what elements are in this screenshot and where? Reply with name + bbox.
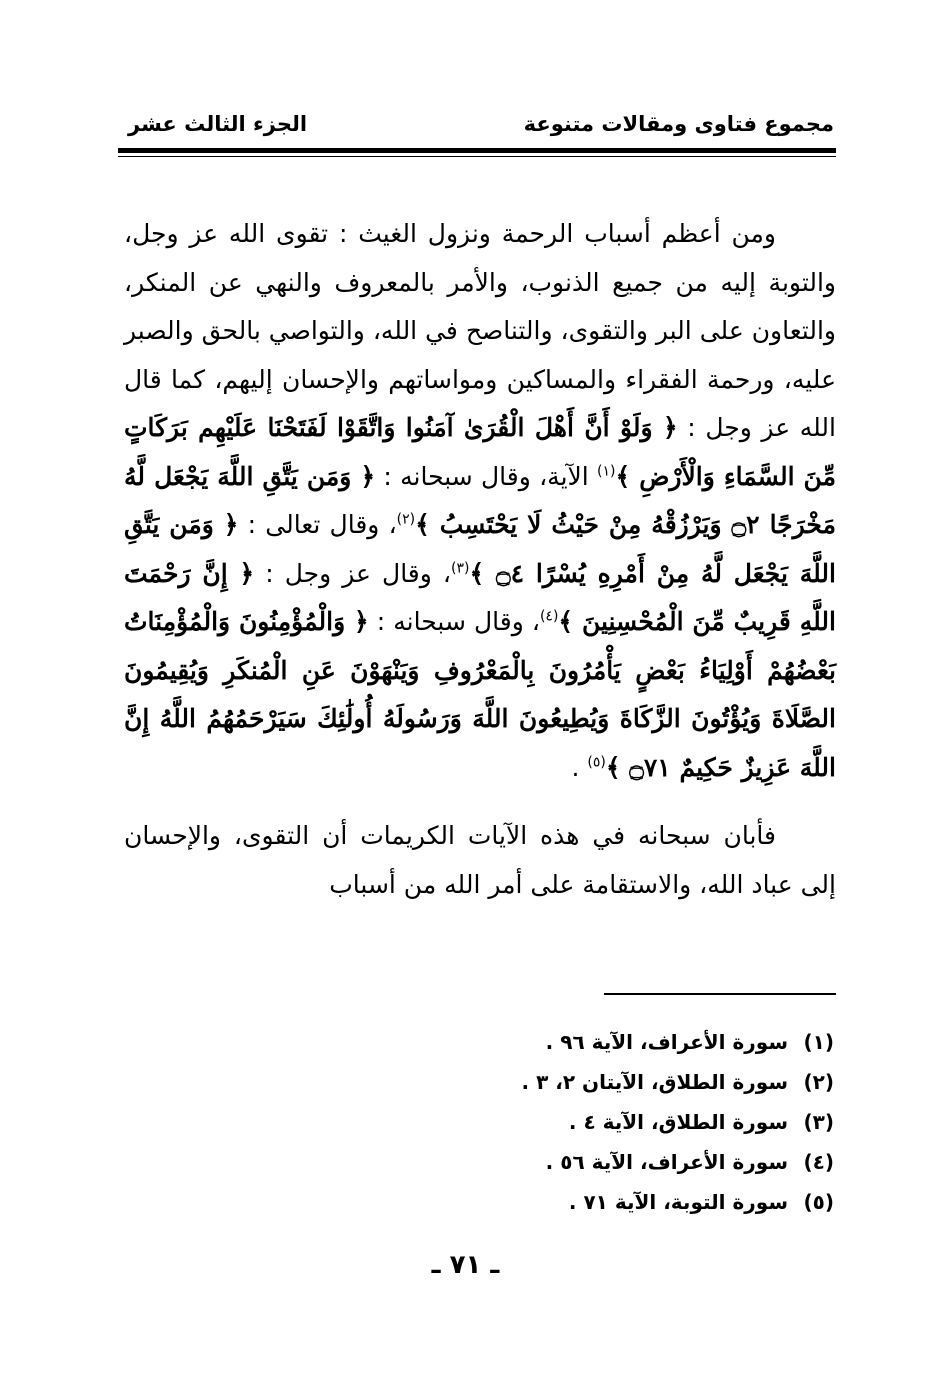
ornate-bracket-close: ﴾ bbox=[469, 558, 485, 588]
footnote-marker-2: (٢) bbox=[396, 511, 416, 528]
footnote-marker-1: (١) bbox=[597, 463, 616, 480]
footnote-item bbox=[300, 1190, 834, 1230]
header-rule-thin bbox=[118, 156, 836, 157]
ornate-bracket-close: ﴾ bbox=[615, 461, 631, 491]
footnote-item bbox=[300, 1030, 834, 1070]
intro-text: ومن أعظم أسباب الرحمة ونزول الغيث : تقوى الله عز وجل، والتوبة إليه من جميع الذنوب، والأمر بالمعروف والنهي عن المنكر، والتعاون على البر والتقوى، والتناصح في الله، والتواصي بالحق والصبر عليه، ورحمة الفقراء والمساكين ومواساتهم والإحسان إليهم، كما قال الله عز وجل : bbox=[124, 219, 836, 442]
footnote-text: سورة الطلاق، الآيتان ٢، ٣ . bbox=[521, 1070, 788, 1094]
footnote-marker-4: (٤) bbox=[539, 608, 559, 625]
connector-text: ، وقال سبحانه : bbox=[376, 607, 540, 636]
footnote-item bbox=[300, 1110, 834, 1150]
footnote-number: (٥) bbox=[803, 1190, 834, 1214]
ornate-bracket-close: ﴾ bbox=[558, 607, 574, 636]
footnote-separator bbox=[604, 993, 836, 995]
footnote-number: (٢) bbox=[803, 1070, 834, 1094]
verse-text: وَلَوْ أَنَّ أَهْلَ الْقُرَىٰ آمَنُوا وَاتَّقَوْا لَفَتَحْنَا عَلَيْهِم بَرَكَاتٍ مِّنَ السَّمَاءِ وَالْأَرْضِ bbox=[124, 413, 836, 491]
footnote-number: (١) bbox=[803, 1030, 834, 1054]
running-header bbox=[128, 112, 834, 146]
ornate-bracket-close: ﴾ bbox=[415, 510, 430, 539]
footnote-number: (٤) bbox=[803, 1150, 834, 1174]
footnote-item bbox=[300, 1070, 834, 1110]
ayah-number: ۝٤ bbox=[495, 558, 525, 588]
connector-text: ، وقال تعالى : bbox=[247, 510, 397, 539]
verse-text: وَمَن يَتَّقِ اللَّهَ يَجْعَل لَّهُ مِنْ أَمْرِهِ يُسْرًا bbox=[124, 510, 836, 588]
footnote-text: سورة الطلاق، الآية ٤ . bbox=[568, 1110, 788, 1134]
footnote-marker-5: (٥) bbox=[587, 754, 606, 771]
book-title: مجموع فتاوى ومقالات متنوعة bbox=[523, 112, 834, 136]
footnote-item bbox=[300, 1150, 834, 1190]
paragraph-2 bbox=[124, 812, 836, 909]
verse-text: إِنَّ رَحْمَتَ اللَّهِ قَرِيبٌ مِّنَ الْمُحْسِنِينَ bbox=[124, 558, 836, 636]
footnote-number: (٣) bbox=[803, 1110, 834, 1134]
verse-text: وَالْمُؤْمِنُونَ وَالْمُؤْمِنَاتُ بَعْضُهُمْ أَوْلِيَاءُ بَعْضٍ يَأْمُرُونَ بِالْمَعْرُوفِ وَيَنْهَوْنَ عَنِ الْمُنكَرِ وَيُقِيمُونَ الصَّلَاةَ وَيُؤْتُونَ الزَّكَاةَ وَيُطِيعُونَ اللَّهَ وَرَسُولَهُ أُولَٰئِكَ سَيَرْحَمُهُمُ اللَّهُ إِنَّ اللَّهَ عَزِيزٌ حَكِيمٌ bbox=[124, 607, 836, 782]
ayah-number: ۝٢ bbox=[731, 510, 760, 539]
main-text bbox=[124, 210, 836, 909]
connector-text: الآية، وقال سبحانه : bbox=[383, 461, 589, 491]
ornate-bracket-open: ﴿ bbox=[360, 461, 376, 491]
ornate-bracket-open: ﴿ bbox=[354, 607, 369, 636]
ornate-bracket-open: ﴿ bbox=[223, 510, 239, 539]
connector-text: ، وقال عز وجل : bbox=[265, 558, 451, 588]
verse-text: وَمَن يَتَّقِ اللَّهَ يَجْعَل لَّهُ مَخْرَجًا bbox=[124, 461, 836, 539]
paragraph-1 bbox=[124, 210, 836, 792]
ornate-bracket-open: ﴿ bbox=[239, 558, 255, 588]
footnote-text: سورة الأعراف، الآية ٥٦ . bbox=[545, 1150, 788, 1174]
footnote-text: سورة التوبة، الآية ٧١ . bbox=[568, 1190, 788, 1214]
header-rule bbox=[118, 148, 836, 153]
ornate-bracket-open: ﴿ bbox=[663, 413, 678, 442]
footnotes-list bbox=[300, 1030, 834, 1230]
ayah-number: ۝٧١ bbox=[629, 752, 671, 782]
footnote-marker-3: (٣) bbox=[450, 560, 470, 577]
verse-text: وَيَرْزُقْهُ مِنْ حَيْثُ لَا يَحْتَسِبُ bbox=[439, 510, 722, 539]
end-period: . bbox=[571, 752, 580, 782]
ornate-bracket-close: ﴾ bbox=[605, 752, 621, 782]
footnote-text: سورة الأعراف، الآية ٩٦ . bbox=[545, 1030, 788, 1054]
page-number: ـ ٧١ ـ bbox=[431, 1250, 500, 1280]
volume-part: الجزء الثالث عشر bbox=[128, 112, 308, 136]
paragraph-2-text: فأبان سبحانه في هذه الآيات الكريمات أن التقوى، والإحسان إلى عباد الله، والاستقامة على أمر الله من أسباب bbox=[124, 821, 836, 899]
